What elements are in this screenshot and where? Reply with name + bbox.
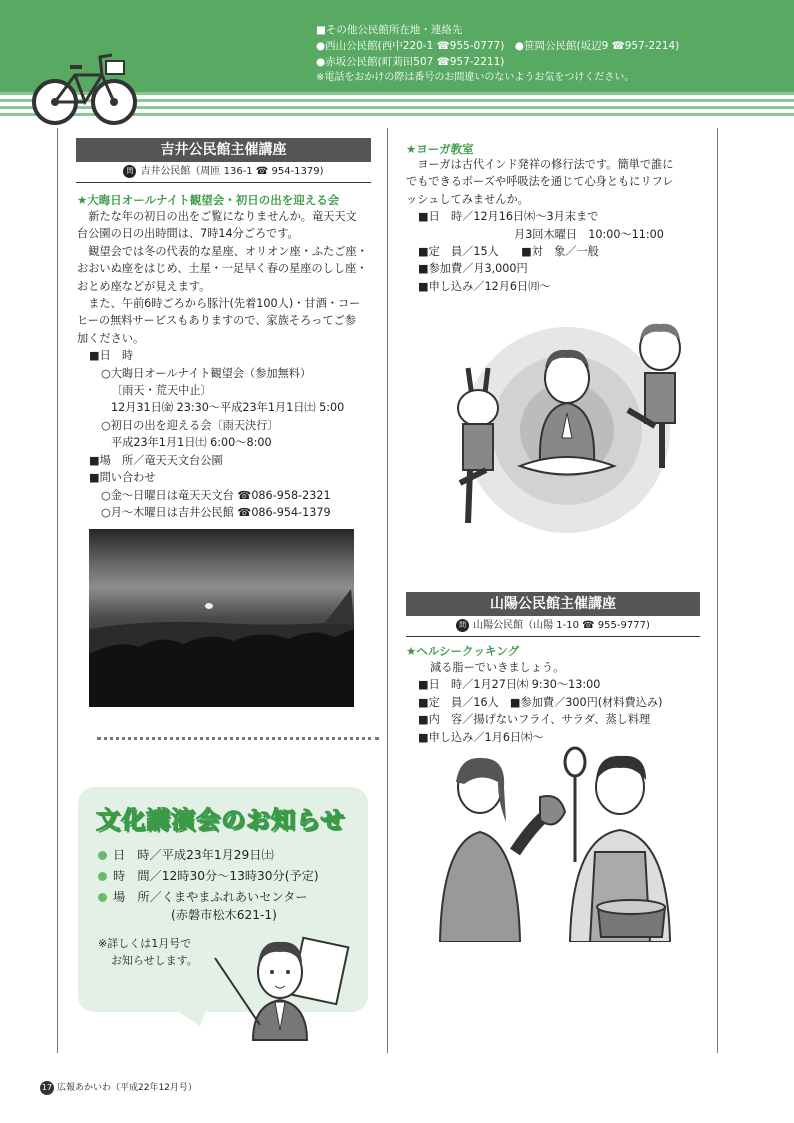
- date-label: ■日 時: [89, 349, 134, 363]
- yoshii-contact-text: 吉井公民館（周匝 136-1 ☎ 954-1379): [140, 166, 324, 177]
- yoga-title: ★ヨーガ教室: [406, 142, 474, 156]
- date-item: ○大晦日オールナイト観望会（参加無料）: [101, 366, 312, 380]
- inquiry-item: ○月～木曜日は吉井公民館 ☎086-954-1379: [101, 505, 331, 519]
- yoga-date: ■日 時／12月16日㈭～3月末まで: [418, 210, 599, 224]
- bullet-icon: [98, 893, 107, 902]
- date-item: ○初日の出を迎える会〔雨天決行〕: [101, 418, 279, 432]
- column-rule: [387, 128, 388, 1053]
- cooking-content: ■内 容／揚げないフライ、サラダ、蒸し料理: [418, 713, 651, 727]
- yoshii-contact: [76, 162, 371, 183]
- sanyo-contact-text: 山陽公民館（山陽 1-10 ☎ 955-9777): [473, 620, 650, 631]
- sanyo-section-title: 山陽公民館主催講座: [406, 592, 700, 616]
- yoga-fee: ■参加費／月3,000円: [418, 262, 528, 276]
- yoga-illustration: [430, 318, 705, 533]
- inquiry-icon: 問: [456, 619, 469, 632]
- sunrise-crowd-photo: [89, 529, 354, 707]
- bicycle-icon: [30, 45, 140, 130]
- yoshii-event-title: ★大晦日オールナイト観望会・初日の出を迎える会: [77, 193, 340, 207]
- inquiry-label: ■問い合わせ: [89, 471, 156, 485]
- description-line: おおいぬ座をはじめ、土星・一足早く春の星座のしし座・: [77, 262, 368, 276]
- sanyo-contact: [406, 616, 700, 637]
- culture-place-text: 場 所／くまやまふれあいセンター: [113, 890, 308, 904]
- inquiry-icon: 問: [123, 165, 136, 178]
- cooking-apply: ■申し込み／1月6日㈭～: [418, 730, 544, 744]
- culture-date: [98, 846, 274, 864]
- culture-place: [98, 888, 308, 906]
- contacts-line: ●西山公民館(西中220-1 ☎955-0777) ●笹岡公民館(坂辺9 ☎957-2214): [316, 40, 680, 52]
- culture-note: お知らせします。: [111, 954, 198, 967]
- yoga-description: でもできるポーズや呼吸法を通じて心身ともにリフレ: [406, 175, 674, 189]
- cooking-title: ★ヘルシークッキング: [406, 644, 520, 658]
- cooking-date: ■日 時／1月27日㈭ 9:30～13:00: [418, 678, 601, 692]
- section-divider: [97, 737, 379, 740]
- column-rule: [717, 128, 718, 1053]
- culture-time-text: 時 間／12時30分～13時30分(予定): [113, 869, 319, 883]
- contacts-note: ※電話をおかけの際は番号のお間違いのないようお気をつけください。: [316, 72, 635, 83]
- cooking-intro: 減る脂ーでいきましょう。: [430, 661, 565, 674]
- culture-title: 文化講演会のお知らせ: [96, 806, 346, 834]
- description-line: おとめ座などが見えます。: [77, 279, 211, 293]
- place: ■場 所／竜天天文台公園: [89, 453, 223, 467]
- description-line: また、午前6時ごろから豚汁(先着100人)・甘酒・コー: [77, 297, 361, 311]
- column-rule: [57, 128, 58, 1053]
- yoga-description: ッシュしてみませんか。: [406, 192, 529, 206]
- cooking-details: [406, 659, 662, 746]
- bullet-icon: [98, 851, 107, 860]
- yoga-description: ヨーガは古代インド発祥の修行法です。簡単で誰に: [406, 158, 674, 171]
- description-line: ヒーの無料サービスもありますので、家族そろってご参: [77, 314, 357, 328]
- lecturer-illustration: [205, 920, 355, 1050]
- yoshii-description: [77, 208, 368, 521]
- speech-tail: [170, 1006, 210, 1028]
- culture-time: [98, 867, 319, 885]
- description-line: 台公園の日の出時間は、7時14分ごろです。: [77, 227, 299, 241]
- contacts-line: ●赤坂公民館(町苅田507 ☎957-2211): [316, 56, 505, 68]
- yoga-capacity: ■定 員／15人 ■対 象／一般: [418, 245, 599, 259]
- contacts-title: ■その他公民館所在地・連絡先: [316, 24, 463, 36]
- culture-note: ※詳しくは1月号で: [98, 937, 192, 950]
- inquiry-item: ○金～日曜日は竜天天文台 ☎086-958-2321: [101, 488, 331, 502]
- facility-contacts: [316, 22, 786, 86]
- yoga-details: [406, 156, 674, 295]
- publication-name: 広報あかいわ（平成22年12月号）: [57, 1083, 197, 1093]
- date-item: 〔雨天・荒天中止〕: [111, 384, 212, 398]
- cooking-capacity: ■定 員／16人 ■参加費／300円(材料費込み): [418, 695, 663, 709]
- cooking-illustration: [420, 742, 710, 942]
- description-line: 新たな年の初日の出をご覧になりませんか。竜天天文: [77, 210, 357, 223]
- page-footer: [40, 1080, 197, 1095]
- page-number: 17: [40, 1081, 54, 1095]
- date-item: 平成23年1月1日㈯ 6:00～8:00: [111, 436, 272, 450]
- bullet-icon: [98, 872, 107, 881]
- yoga-date-detail: 月3回木曜日 10:00～11:00: [514, 227, 664, 241]
- description-line: 加ください。: [77, 331, 145, 345]
- date-item: 12月31日㈮ 23:30～平成23年1月1日㈯ 5:00: [111, 401, 345, 415]
- yoshii-section-title: 吉井公民館主催講座: [76, 138, 371, 162]
- culture-address: (赤磐市松木621-1): [171, 908, 277, 922]
- yoga-apply: ■申し込み／12月6日㈪～: [418, 279, 551, 293]
- culture-date-text: 日 時／平成23年1月29日㈯: [113, 848, 274, 862]
- description-line: 観望会では冬の代表的な星座、オリオン座・ふたご座・: [77, 244, 368, 258]
